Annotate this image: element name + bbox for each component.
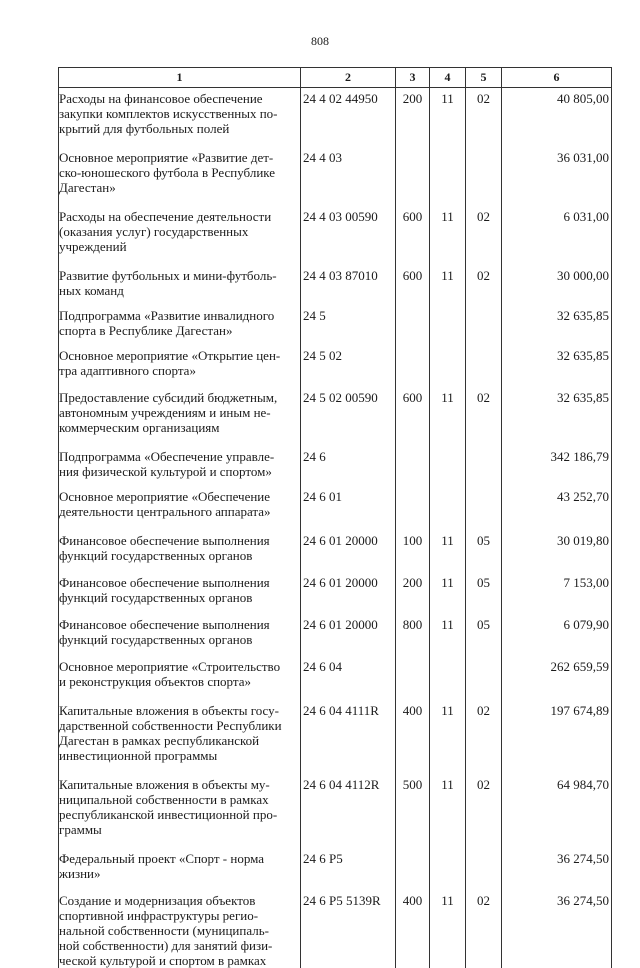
row-amount: 40 805,00 — [502, 88, 612, 137]
row-name-line: Основное мероприятие «Развитие дет- — [59, 150, 298, 165]
row-code: 24 5 — [301, 298, 396, 338]
row-vr: 500 — [396, 763, 430, 837]
row-rz: 11 — [430, 605, 466, 647]
row-name-line: коммерческим организациям — [59, 420, 298, 435]
row-name-line: автономным учреждениям и иным не- — [59, 405, 298, 420]
row-name-line: граммы — [59, 822, 298, 837]
row-name-line: Дагестан» — [59, 180, 298, 195]
row-name — [59, 689, 301, 763]
row-pr: 02 — [466, 88, 502, 137]
row-rz — [430, 136, 466, 195]
row-name-line: Финансовое обеспечение выполнения — [59, 533, 298, 548]
row-name-line: ниципальной собственности в рамках — [59, 792, 298, 807]
table-row — [59, 479, 612, 519]
row-name-line: дарственной собственности Республики — [59, 718, 298, 733]
row-name-line: функций государственных органов — [59, 548, 298, 563]
row-amount: 64 984,70 — [502, 763, 612, 837]
row-vr — [396, 479, 430, 519]
row-code: 24 6 Р5 — [301, 837, 396, 881]
row-name — [59, 136, 301, 195]
table-row — [59, 435, 612, 479]
row-amount: 36 031,00 — [502, 136, 612, 195]
row-amount: 197 674,89 — [502, 689, 612, 763]
row-name-line: инвестиционной программы — [59, 748, 298, 763]
row-code: 24 4 03 00590 — [301, 195, 396, 254]
table-row — [59, 837, 612, 881]
row-rz: 11 — [430, 563, 466, 605]
row-vr — [396, 338, 430, 378]
row-vr: 600 — [396, 378, 430, 435]
row-vr: 600 — [396, 195, 430, 254]
column-header-3: 3 — [396, 68, 430, 88]
row-name-line: Развитие футбольных и мини-футболь- — [59, 268, 298, 283]
row-rz — [430, 338, 466, 378]
row-pr: 02 — [466, 254, 502, 298]
row-name-line: Финансовое обеспечение выполнения — [59, 575, 298, 590]
row-name — [59, 338, 301, 378]
row-pr — [466, 435, 502, 479]
row-pr: 02 — [466, 881, 502, 968]
row-code: 24 5 02 00590 — [301, 378, 396, 435]
row-amount: 32 635,85 — [502, 338, 612, 378]
row-name-line: деятельности центрального аппарата» — [59, 504, 298, 519]
row-vr — [396, 837, 430, 881]
row-amount: 6 031,00 — [502, 195, 612, 254]
table-row — [59, 563, 612, 605]
row-pr: 02 — [466, 195, 502, 254]
row-amount: 6 079,90 — [502, 605, 612, 647]
row-vr: 200 — [396, 563, 430, 605]
row-pr: 02 — [466, 763, 502, 837]
row-vr — [396, 136, 430, 195]
row-code: 24 6 Р5 5139R — [301, 881, 396, 968]
column-header-1: 1 — [59, 68, 301, 88]
row-vr — [396, 435, 430, 479]
row-code: 24 6 01 20000 — [301, 605, 396, 647]
column-header-4: 4 — [430, 68, 466, 88]
row-code: 24 5 02 — [301, 338, 396, 378]
row-vr: 400 — [396, 689, 430, 763]
budget-table — [58, 67, 612, 968]
row-name-line: Основное мероприятие «Обеспечение — [59, 489, 298, 504]
row-code: 24 4 03 87010 — [301, 254, 396, 298]
row-name-line: Расходы на обеспечение деятельности — [59, 209, 298, 224]
table-row — [59, 254, 612, 298]
row-name-line: жизни» — [59, 866, 298, 881]
row-name — [59, 763, 301, 837]
row-pr — [466, 479, 502, 519]
row-name-line: Основное мероприятие «Строительство — [59, 659, 298, 674]
row-name-line: Капитальные вложения в объекты му- — [59, 777, 298, 792]
table-row — [59, 378, 612, 435]
row-name-line: Создание и модернизация объектов — [59, 893, 298, 908]
row-pr — [466, 136, 502, 195]
row-name-line: (оказания услуг) государственных — [59, 224, 298, 239]
row-name-line: Подпрограмма «Обеспечение управле- — [59, 449, 298, 464]
row-name — [59, 88, 301, 137]
table-body — [59, 88, 612, 968]
row-name-line: крытий для футбольных полей — [59, 121, 298, 136]
row-name-line: Основное мероприятие «Открытие цен- — [59, 348, 298, 363]
row-name — [59, 195, 301, 254]
row-pr: 02 — [466, 378, 502, 435]
row-name-line: тра адаптивного спорта» — [59, 363, 298, 378]
row-name — [59, 837, 301, 881]
row-amount: 30 000,00 — [502, 254, 612, 298]
row-pr — [466, 647, 502, 689]
row-pr — [466, 298, 502, 338]
row-rz — [430, 837, 466, 881]
row-name — [59, 519, 301, 563]
row-code: 24 6 01 20000 — [301, 563, 396, 605]
row-pr: 02 — [466, 689, 502, 763]
row-code: 24 6 04 4111R — [301, 689, 396, 763]
row-amount: 36 274,50 — [502, 881, 612, 968]
table-row — [59, 195, 612, 254]
row-rz: 11 — [430, 195, 466, 254]
table-row — [59, 605, 612, 647]
row-name — [59, 647, 301, 689]
row-name-line: Капитальные вложения в объекты госу- — [59, 703, 298, 718]
table-row — [59, 298, 612, 338]
row-name-line: учреждений — [59, 239, 298, 254]
row-code: 24 6 — [301, 435, 396, 479]
row-name-line: ной собственности) для занятий физи- — [59, 938, 298, 953]
row-rz — [430, 647, 466, 689]
table-row — [59, 136, 612, 195]
row-code: 24 6 01 20000 — [301, 519, 396, 563]
row-amount: 32 635,85 — [502, 378, 612, 435]
row-rz — [430, 479, 466, 519]
row-amount: 7 153,00 — [502, 563, 612, 605]
row-name-line: Федеральный проект «Спорт - норма — [59, 851, 298, 866]
row-pr: 05 — [466, 563, 502, 605]
row-vr: 600 — [396, 254, 430, 298]
row-vr: 200 — [396, 88, 430, 137]
row-name-line: функций государственных органов — [59, 590, 298, 605]
row-name-line: ческой культурой и спортом в рамках — [59, 953, 298, 968]
row-name-line: ных команд — [59, 283, 298, 298]
table-row — [59, 763, 612, 837]
row-name-line: функций государственных органов — [59, 632, 298, 647]
row-name-line: спорта в Республике Дагестан» — [59, 323, 298, 338]
row-amount: 262 659,59 — [502, 647, 612, 689]
row-code: 24 6 04 — [301, 647, 396, 689]
table-row — [59, 881, 612, 968]
row-name-line: спортивной инфраструктуры регио- — [59, 908, 298, 923]
row-name-line: закупки комплектов искусственных по- — [59, 106, 298, 121]
page-number: 808 — [0, 34, 640, 49]
table-row — [59, 647, 612, 689]
row-name-line: Предоставление субсидий бюджетным, — [59, 390, 298, 405]
row-rz: 11 — [430, 254, 466, 298]
column-header-6: 6 — [502, 68, 612, 88]
row-rz: 11 — [430, 88, 466, 137]
row-vr — [396, 298, 430, 338]
row-name-line: ско-юношеского футбола в Республике — [59, 165, 298, 180]
row-name-line: Дагестан в рамках республиканской — [59, 733, 298, 748]
row-vr: 100 — [396, 519, 430, 563]
row-code: 24 6 01 — [301, 479, 396, 519]
row-name — [59, 435, 301, 479]
column-header-5: 5 — [466, 68, 502, 88]
row-code: 24 4 02 44950 — [301, 88, 396, 137]
row-name — [59, 605, 301, 647]
row-rz: 11 — [430, 378, 466, 435]
row-name — [59, 298, 301, 338]
row-rz: 11 — [430, 519, 466, 563]
row-code: 24 4 03 — [301, 136, 396, 195]
row-amount: 30 019,80 — [502, 519, 612, 563]
row-amount: 342 186,79 — [502, 435, 612, 479]
row-vr — [396, 647, 430, 689]
row-rz: 11 — [430, 763, 466, 837]
column-header-2: 2 — [301, 68, 396, 88]
row-rz: 11 — [430, 881, 466, 968]
row-name-line: нальной собственности (муниципаль- — [59, 923, 298, 938]
row-name — [59, 479, 301, 519]
row-name — [59, 254, 301, 298]
row-amount: 32 635,85 — [502, 298, 612, 338]
row-amount: 43 252,70 — [502, 479, 612, 519]
row-name-line: Финансовое обеспечение выполнения — [59, 617, 298, 632]
row-rz — [430, 435, 466, 479]
row-name-line: ния физической культурой и спортом» — [59, 464, 298, 479]
row-name-line: и реконструкция объектов спорта» — [59, 674, 298, 689]
row-amount: 36 274,50 — [502, 837, 612, 881]
row-name-line: Расходы на финансовое обеспечение — [59, 91, 298, 106]
row-rz: 11 — [430, 689, 466, 763]
row-vr: 800 — [396, 605, 430, 647]
row-name — [59, 881, 301, 968]
table-row — [59, 338, 612, 378]
table-row — [59, 88, 612, 137]
row-code: 24 6 04 4112R — [301, 763, 396, 837]
row-vr: 400 — [396, 881, 430, 968]
row-name-line: республиканской инвестиционной про- — [59, 807, 298, 822]
table-row — [59, 689, 612, 763]
row-name-line: Подпрограмма «Развитие инвалидного — [59, 308, 298, 323]
row-rz — [430, 298, 466, 338]
row-name — [59, 563, 301, 605]
row-pr: 05 — [466, 605, 502, 647]
row-pr: 05 — [466, 519, 502, 563]
table-header-row — [59, 68, 612, 88]
row-pr — [466, 837, 502, 881]
table-row — [59, 519, 612, 563]
row-pr — [466, 338, 502, 378]
row-name — [59, 378, 301, 435]
